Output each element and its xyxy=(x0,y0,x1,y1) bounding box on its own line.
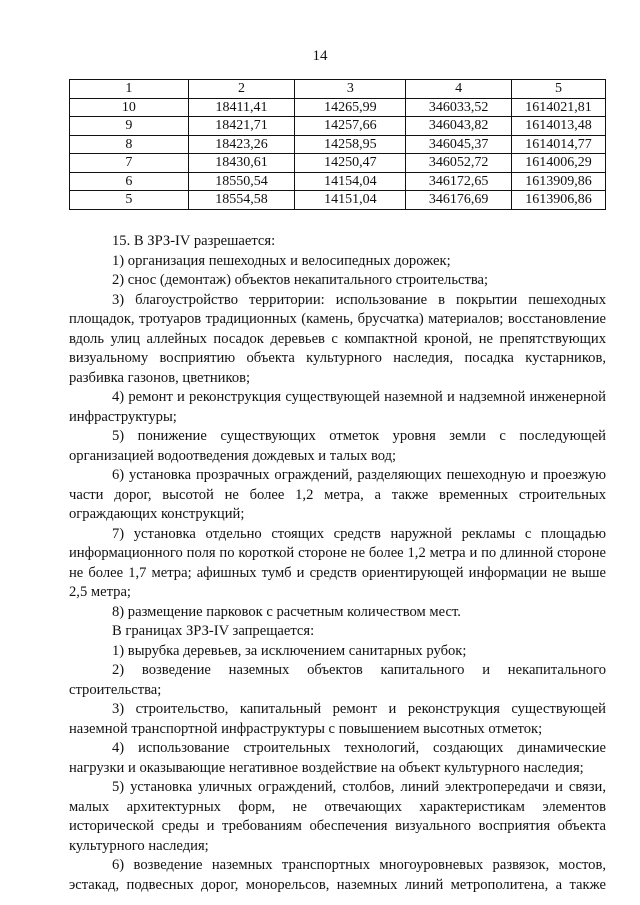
paragraph: 2) снос (демонтаж) объектов некапитального строительства; xyxy=(112,272,489,288)
table-cell: 5 xyxy=(70,191,189,210)
table-row xyxy=(70,191,606,210)
document-text xyxy=(69,232,606,895)
paragraph: 3) благоустройство территории: использование в покрытии пешеходных площадок, тротуаров традиционных (камень, брусчатка) материалов; восстановление вдоль улиц аллейных посадок деревьев с компактной кроной, не препятствующих визуальному восприятию объекта культурного наследия, посадка кустарников, разбивка газонов, цветников; xyxy=(69,291,606,386)
paragraph: 6) установка прозрачных ограждений, разделяющих пешеходную и проезжую части дорог, высотой не более 1,2 метра, а также временных строительных ограждающих конструкций; xyxy=(69,467,606,522)
table-cell: 6 xyxy=(70,172,189,191)
table-cell: 14151,04 xyxy=(295,191,406,210)
table-cell: 346033,52 xyxy=(406,98,512,117)
column-number-cell: 5 xyxy=(512,80,606,99)
paragraph: 8) размещение парковок с расчетным количеством мест. xyxy=(112,603,461,620)
paragraph: 1) организация пешеходных и велосипедных дорожек; xyxy=(112,252,451,269)
table-cell: 18550,54 xyxy=(188,172,295,191)
paragraph: В границах ЗРЗ-IV запрещается: xyxy=(112,623,315,639)
column-number-cell: 1 xyxy=(70,80,189,99)
table-cell: 7 xyxy=(70,154,189,173)
table-cell: 1614021,81 xyxy=(512,98,606,117)
table-row xyxy=(70,172,606,191)
table-cell: 14258,95 xyxy=(295,135,406,154)
paragraph: 6) возведение наземных транспортных многоуровневых развязок, мостов, эстакад, подвесных дорог, монорельсов, наземных линий метрополитена, а также xyxy=(69,857,606,893)
paragraph: 4) ремонт и реконструкция существующей наземной и надземной инженерной инфраструктуры; xyxy=(69,389,606,425)
column-number-cell: 4 xyxy=(406,80,512,99)
table-cell: 18554,58 xyxy=(188,191,295,210)
table-cell: 1613909,86 xyxy=(512,172,606,191)
table-cell: 14257,66 xyxy=(295,117,406,136)
paragraph: 2) возведение наземных объектов капитального и некапитального строительства; xyxy=(69,662,606,698)
table-cell: 1613906,86 xyxy=(512,191,606,210)
table-cell: 18411,41 xyxy=(188,98,295,117)
table-cell: 346045,37 xyxy=(406,135,512,154)
table-cell: 1614006,29 xyxy=(512,154,606,173)
table-cell: 18430,61 xyxy=(188,154,295,173)
table-cell: 346052,72 xyxy=(406,154,512,173)
table-cell: 18421,71 xyxy=(188,117,295,136)
table-cell: 1614014,77 xyxy=(512,135,606,154)
column-number-cell: 2 xyxy=(188,80,295,99)
table-header-row xyxy=(70,80,606,99)
table-cell: 346172,65 xyxy=(406,172,512,191)
table-cell: 14250,47 xyxy=(295,154,406,173)
paragraph: 1) вырубка деревьев, за исключением санитарных рубок; xyxy=(112,642,467,659)
table-cell: 8 xyxy=(70,135,189,154)
table-cell: 9 xyxy=(70,117,189,136)
paragraph: 5) понижение существующих отметок уровня земли с последующей организацией водоотведения дождевых и талых вод; xyxy=(69,428,606,464)
table-cell: 14265,99 xyxy=(295,98,406,117)
table-cell: 14154,04 xyxy=(295,172,406,191)
page-number: 14 xyxy=(312,48,328,64)
paragraph: 5) установка уличных ограждений, столбов, линий электропередачи и связи, малых архитектурных форм, не отвечающих характеристикам элементов исторической среды и требованиям обеспечения визуального восприятия объекта культурного наследия; xyxy=(69,779,606,854)
table-cell: 346176,69 xyxy=(406,191,512,210)
table-cell: 1614013,48 xyxy=(512,117,606,136)
coordinates-table xyxy=(69,79,606,210)
table-row xyxy=(70,154,606,173)
paragraph: 3) строительство, капитальный ремонт и реконструкция существующей наземной транспортной инфраструктуры с повышением высотных отметок; xyxy=(69,701,606,737)
paragraph: 4) использование строительных технологий, создающих динамические нагрузки и оказывающие негативное воздействие на объект культурного наследия; xyxy=(69,740,606,776)
table-cell: 10 xyxy=(70,98,189,117)
paragraph: 15. В ЗРЗ-IV разрешается: xyxy=(112,233,276,249)
table-row xyxy=(70,135,606,154)
table-row xyxy=(70,117,606,136)
column-number-cell: 3 xyxy=(295,80,406,99)
paragraph: 7) установка отдельно стоящих средств наружной рекламы с площадью информационного поля по короткой стороне не более 1,2 метра и по длинной стороне не более 1,7 метра; афишных тумб и средств ориентирующей информации не выше 2,5 метра; xyxy=(69,525,606,600)
table-cell: 18423,26 xyxy=(188,135,295,154)
table-cell: 346043,82 xyxy=(406,117,512,136)
table-row xyxy=(70,98,606,117)
